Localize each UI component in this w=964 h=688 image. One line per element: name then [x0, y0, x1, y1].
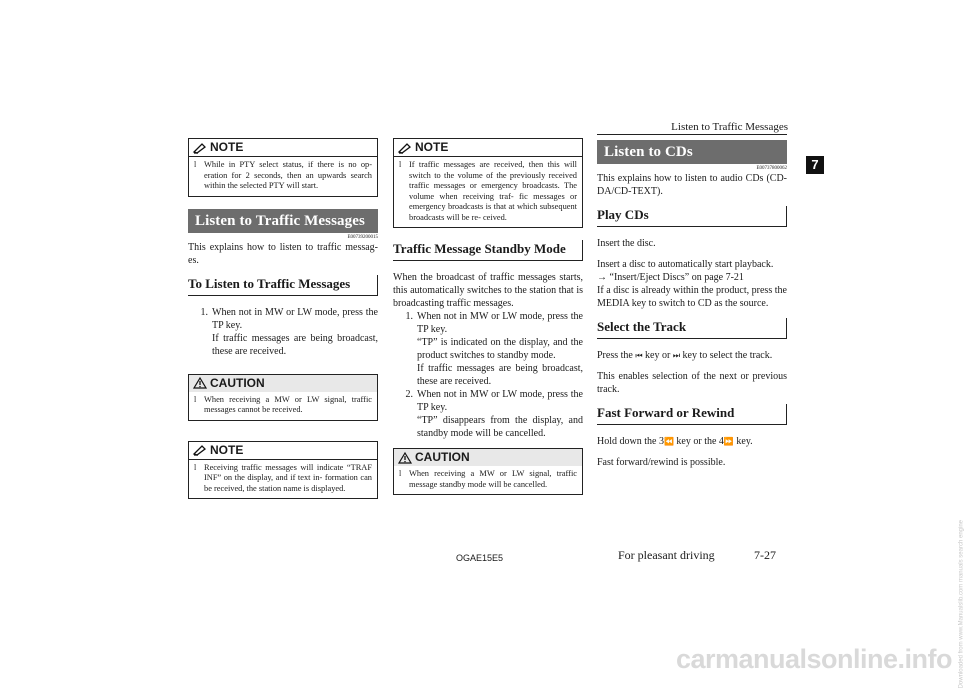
bullet: l: [194, 394, 197, 404]
step-line: When not in MW or LW mode, press the TP key.: [417, 389, 583, 413]
section-banner: Listen to Traffic Messages: [188, 209, 378, 233]
skip-back-icon: ⏮: [635, 351, 643, 360]
side-watermark: Downloaded from www.Manualslib.com manuals search engine: [958, 520, 964, 688]
column-right: [597, 138, 787, 477]
note-item: [189, 157, 377, 196]
body-text: If a disc is already within the product, press the MEDIA key to switch to CD as the source.: [597, 285, 787, 309]
note-header: [394, 139, 582, 157]
text-run: key or: [645, 350, 671, 361]
note-box: [188, 138, 378, 197]
step-line: “TP” is indicated on the display, and the product switches to standby mode.: [417, 337, 583, 361]
note-label: NOTE: [210, 442, 244, 457]
footer-code: OGAE15E5: [456, 553, 504, 563]
step-item: [393, 388, 583, 440]
step-line: When not in MW or LW mode, press the TP key.: [212, 306, 378, 331]
note-text: While in PTY select status, if there is no op- eration for 2 seconds, then an upwards search within the selected PTY will start.: [204, 160, 372, 190]
body-text: This enables selection of the next or previous track.: [597, 371, 787, 395]
rewind-icon: ⏪: [663, 437, 674, 446]
step-line: When not in MW or LW mode, press the TP key.: [417, 311, 583, 335]
note-box: [188, 441, 378, 500]
subheading: Play CDs: [597, 206, 787, 227]
running-head: Listen to Traffic Messages: [671, 121, 788, 133]
cross-reference: → “Insert/Eject Discs” on page 7-21: [597, 272, 744, 283]
header-rule: [597, 134, 787, 135]
step-number: 1.: [405, 311, 413, 322]
section-code: E00737800062: [756, 166, 787, 171]
pencil-note-icon: [193, 142, 207, 154]
subheading: To Listen to Traffic Messages: [188, 275, 378, 296]
page-number: 7-27: [754, 548, 776, 562]
subheading: Fast Forward or Rewind: [597, 404, 787, 425]
caution-box: [393, 448, 583, 495]
intro-text: This explains how to listen to traffic messag- es.: [188, 241, 378, 266]
warning-triangle-icon: [193, 377, 207, 389]
bullet: l: [399, 160, 402, 169]
warning-triangle-icon: [398, 452, 412, 464]
body-text: Insert a disc to automatically start playback.: [597, 259, 774, 270]
caution-text: When receiving a MW or LW signal, traffic message standby mode will be cancelled.: [409, 469, 577, 489]
step-number: 1.: [200, 306, 208, 318]
caution-item: [394, 466, 582, 494]
note-header: [189, 442, 377, 460]
step-number: 2.: [405, 389, 413, 400]
note-item: [189, 460, 377, 499]
step-text: [417, 310, 583, 388]
skip-forward-icon: ⏭: [672, 351, 681, 360]
pencil-note-icon: [193, 444, 207, 456]
caution-header: [394, 449, 582, 466]
body-text: Fast forward/rewind is possible.: [597, 457, 726, 468]
note-header: [189, 139, 377, 157]
column-middle: [393, 138, 583, 507]
step-line: If traffic messages are being broadcast, these are received.: [417, 363, 583, 387]
section-code: E00739200015: [347, 234, 378, 240]
step-item: [188, 306, 378, 358]
body-text: [597, 349, 787, 362]
caution-label: CAUTION: [415, 450, 470, 464]
bullet: l: [194, 462, 197, 472]
footer-section: For pleasant driving: [618, 548, 715, 562]
watermark: carmanualsonline.info: [675, 644, 952, 674]
pencil-note-icon: [398, 142, 412, 154]
step-text: [417, 388, 583, 440]
note-label: NOTE: [210, 140, 244, 154]
caution-label: CAUTION: [210, 375, 265, 390]
note-text: If traffic messages are received, then this will switch to the volume of the previously received traffic messages or emergency broadcasts. The volume when receiving traf- fic messages or emergency broadcasts is that at which subsequent broadcasts will be re- ceived.: [409, 160, 577, 222]
bullet: l: [194, 160, 197, 169]
bullet: l: [399, 469, 402, 478]
step-line: If traffic messages are being broadcast, these are received.: [212, 332, 378, 357]
text-run: key to select the track.: [682, 350, 773, 361]
text-run: key.: [736, 436, 753, 447]
section-banner: Listen to CDs: [597, 140, 787, 164]
text-run: Hold down the 3: [597, 436, 664, 447]
body-text: Insert the disc.: [597, 238, 656, 249]
subheading: Select the Track: [597, 318, 787, 339]
body-text: [597, 435, 787, 448]
caution-header: [189, 375, 377, 392]
step-text: [212, 306, 378, 358]
caution-text: When receiving a MW or LW signal, traffic messages cannot be received.: [204, 394, 372, 414]
caution-item: [189, 392, 377, 420]
intro-text: This explains how to listen to audio CDs (CD-DA/CD-TEXT).: [597, 173, 787, 197]
subheading: Traffic Message Standby Mode: [393, 240, 583, 261]
chapter-tab: 7: [806, 156, 824, 174]
note-box: [393, 138, 583, 228]
text-run: Press the: [597, 350, 633, 361]
note-item: [394, 157, 582, 227]
caution-box: [188, 374, 378, 421]
column-left: [188, 138, 378, 511]
fast-forward-icon: ⏩: [723, 437, 734, 446]
intro-text: When the broadcast of traffic messages starts, this automatically switches to the station that is broadcasting traffic messages.: [393, 272, 583, 309]
note-text: Receiving traffic messages will indicate “TRAF INF” on the display, and if text in- formation can be received, the station name is displayed.: [204, 462, 372, 493]
note-label: NOTE: [415, 140, 449, 154]
step-item: [393, 310, 583, 388]
text-run: key or the 4: [676, 436, 724, 447]
step-line: “TP” disappears from the display, and standby mode will be cancelled.: [417, 415, 583, 439]
